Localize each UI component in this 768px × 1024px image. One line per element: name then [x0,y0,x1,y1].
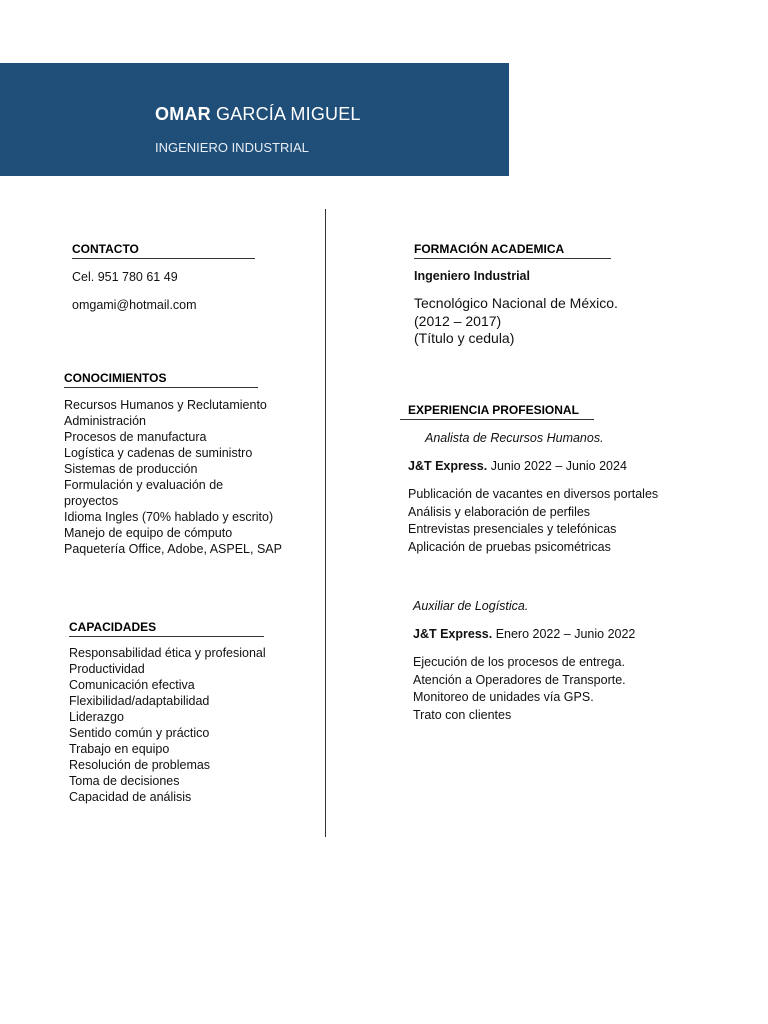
list-item: Análisis y elaboración de perfiles [408,504,591,519]
list-item: proyectos [64,494,119,508]
degree-note: (Título y cedula) [414,330,515,346]
list-item: Atención a Operadores de Transporte. [413,672,626,687]
list-item: Manejo de equipo de cómputo [64,526,233,540]
list-item: Procesos de manufactura [64,430,207,444]
job-period: Enero 2022 – Junio 2022 [492,627,636,641]
years-text: (2012 – 2017) [414,313,502,329]
list-item: Toma de decisiones [69,774,180,788]
list-item: Aplicación de pruebas psicométricas [408,539,611,554]
list-item: Trato con clientes [413,707,512,722]
list-item: Entrevistas presenciales y telefónicas [408,522,617,536]
list-item: Trabajo en equipo [69,742,170,756]
contacto-heading: CONTACTO [72,242,255,259]
capacidades-list [69,645,266,805]
job-duties-list [408,486,658,556]
candidate-title: INGENIERO INDUSTRIAL [155,140,309,155]
list-item: Ejecución de los procesos de entrega. [413,655,625,669]
job-role: Analista de Recursos Humanos. [425,431,604,445]
list-item: Sistemas de producción [64,462,198,476]
institution-text: Tecnológico Nacional de México. [414,295,618,311]
list-item: Idioma Ingles (70% hablado y escrito) [64,510,274,524]
column-divider [325,209,326,837]
email-text: omgami@hotmail.com [72,298,197,312]
candidate-name [155,104,361,125]
conocimientos-list [64,397,282,557]
list-item: Responsabilidad ética y profesional [69,646,266,660]
last-name: GARCÍA MIGUEL [216,104,361,124]
list-item: Capacidad de análisis [69,790,192,804]
conocimientos-heading: CONOCIMIENTOS [64,371,258,388]
list-item: Recursos Humanos y Reclutamiento [64,398,267,412]
first-name: OMAR [155,104,211,124]
list-item: Formulación y evaluación de [64,478,224,492]
list-item: Productividad [69,662,145,676]
job-company: J&T Express. [408,459,488,473]
experiencia-heading: EXPERIENCIA PROFESIONAL [400,403,594,420]
list-item: Paquetería Office, Adobe, ASPEL, SAP [64,542,282,556]
job-period: Junio 2022 – Junio 2024 [487,459,627,473]
job-company-line [413,626,635,642]
list-item: Monitoreo de unidades vía GPS. [413,690,594,704]
capacidades-heading: CAPACIDADES [69,620,264,637]
list-item: Administración [64,414,146,428]
list-item: Liderazgo [69,710,124,724]
list-item: Publicación de vacantes en diversos portales [408,487,659,501]
job-company: J&T Express. [413,627,493,641]
list-item: Logística y cadenas de suministro [64,446,253,460]
job-role: Auxiliar de Logística. [413,599,529,613]
job-company-line [408,458,627,474]
formacion-heading: FORMACIÓN ACADEMICA [414,242,611,259]
list-item: Comunicación efectiva [69,678,195,692]
list-item: Resolución de problemas [69,758,211,772]
list-item: Flexibilidad/adaptabilidad [69,694,210,708]
phone-text: Cel. 951 780 61 49 [72,270,178,284]
list-item: Sentido común y práctico [69,726,210,740]
degree-text: Ingeniero Industrial [414,269,530,283]
job-duties-list [413,654,626,724]
